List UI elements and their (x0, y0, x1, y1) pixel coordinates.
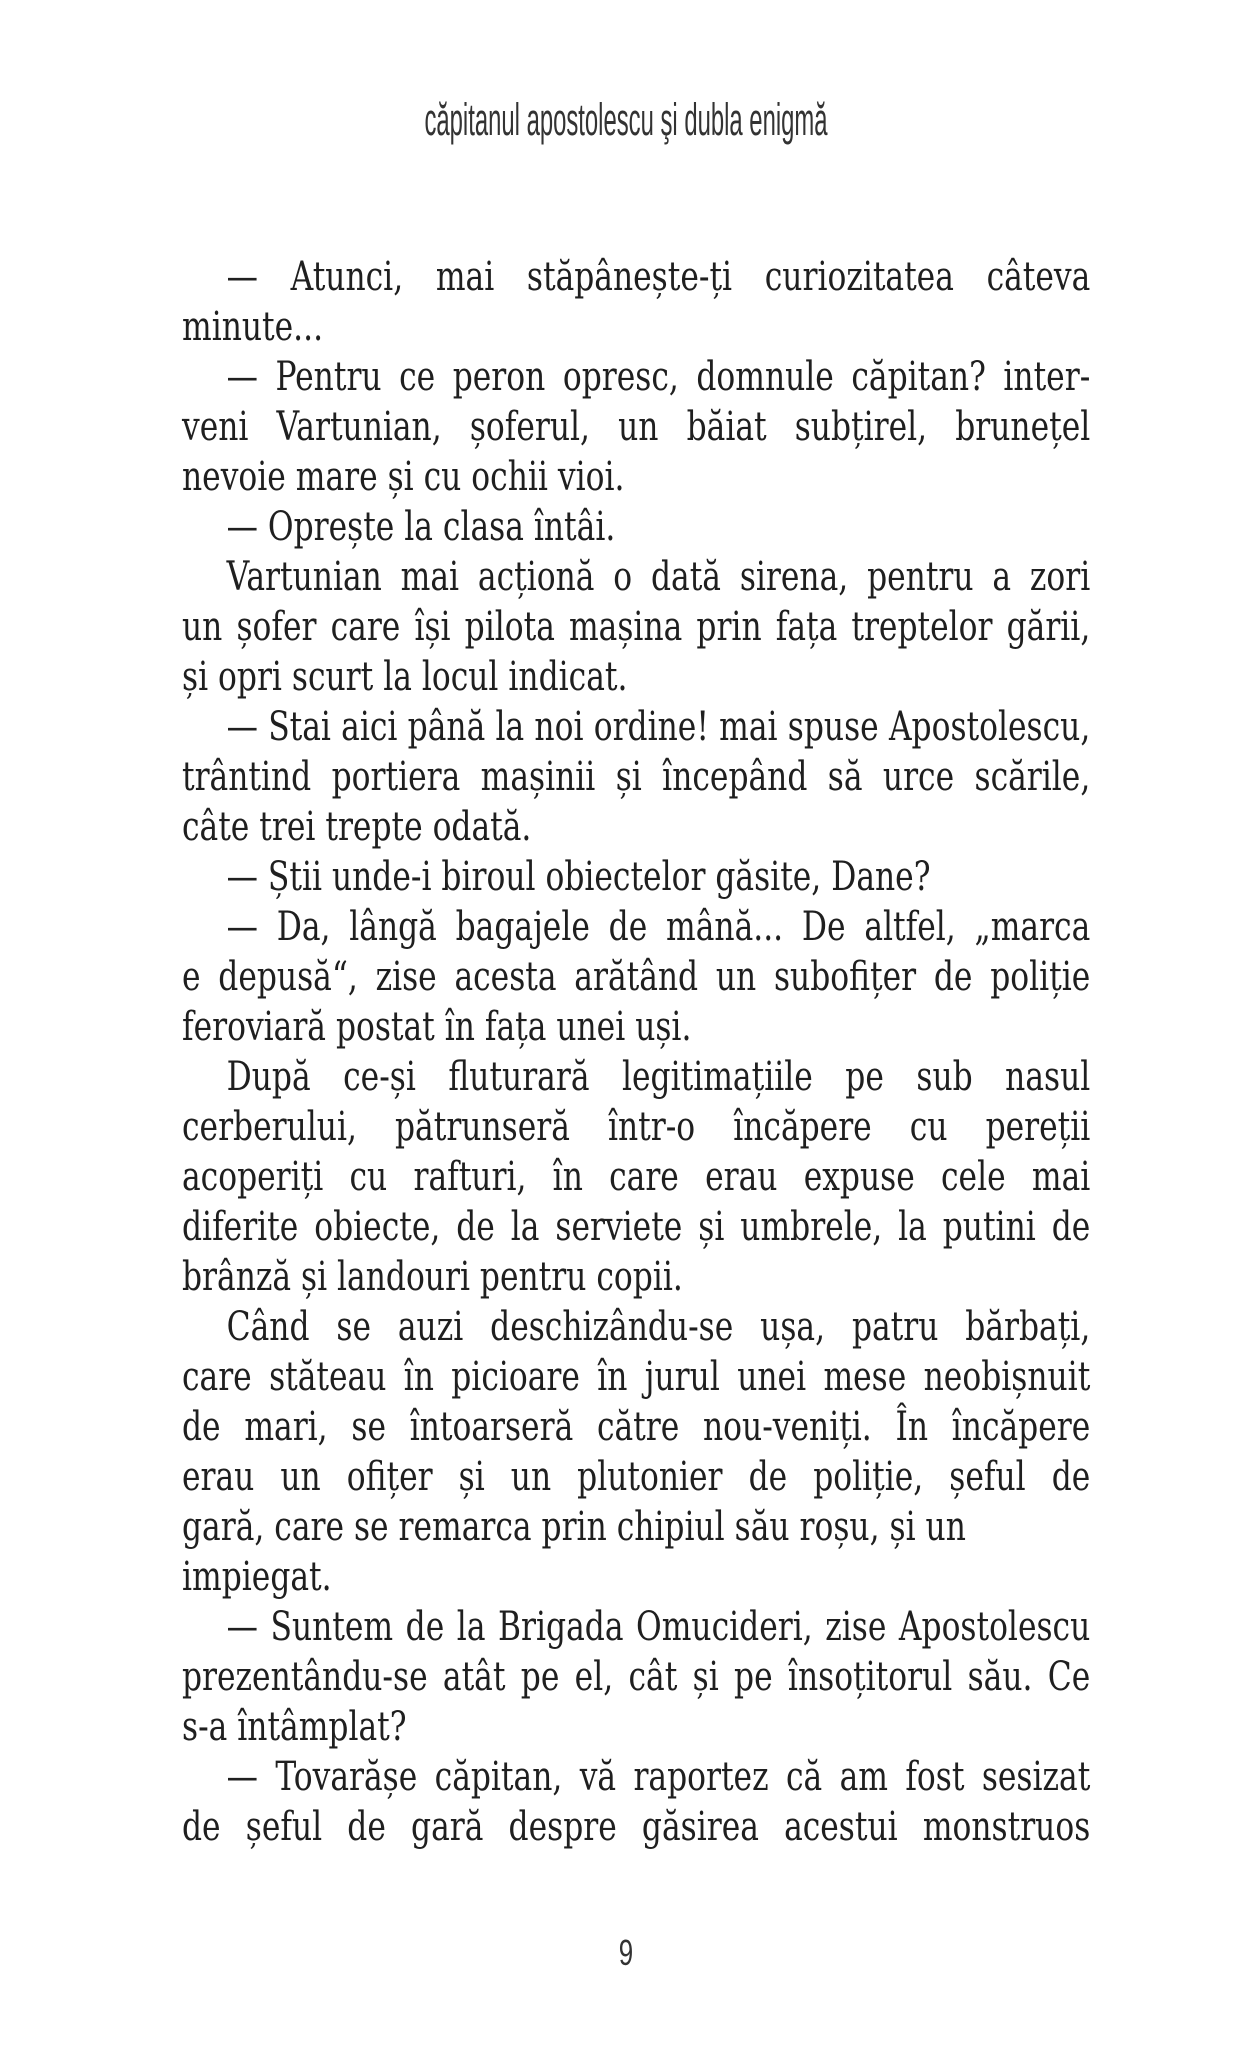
text-line: de mari, se întoarseră către nou-veniți. În încăpere (182, 1404, 1091, 1450)
text-line: Când se auzi deschizându-se ușa, patru bărbați, (226, 1304, 1091, 1350)
text-line: brânză și landouri pentru copii. (182, 1254, 683, 1300)
text-line: câte trei trepte odată. (182, 804, 532, 850)
text-line: de șeful de gară despre găsirea acestui monstruos (182, 1804, 1091, 1850)
text-line: feroviară postat în fața unei uși. (182, 1004, 692, 1050)
text-line: — Suntem de la Brigada Omucideri, zise Apostolescu (226, 1604, 1091, 1650)
body-text (182, 252, 1090, 1852)
text-line: — Pentru ce peron opresc, domnule căpitan? inter- (226, 354, 1091, 400)
text-line: — Da, lângă bagajele de mână... De altfel, „marca (226, 904, 1091, 950)
text-line: nevoie mare și cu ochii vioi. (182, 454, 625, 500)
text-line: veni Vartunian, șoferul, un băiat subțirel, brunețel (182, 404, 1091, 450)
text-line: e depusă“, zise acesta arătând un subofițer de poliție (182, 954, 1091, 1000)
running-header: căpitanul apostolescu şi dubla enigmă (424, 94, 828, 145)
text-line: s-a întâmplat? (182, 1704, 407, 1750)
text-line: — Știi unde-i biroul obiectelor găsite, Dane? (226, 854, 931, 900)
text-line: trântind portiera mașinii și începând să urce scările, (182, 754, 1091, 800)
text-line: prezentându-se atât pe el, cât și pe însoțitorul său. Ce (182, 1654, 1091, 1700)
text-line: — Stai aici până la noi ordine! mai spuse Apostolescu, (226, 704, 1091, 750)
text-line: un șofer care își pilota mașina prin fața treptelor gării, (182, 604, 1091, 650)
text-line: După ce-și fluturară legitimațiile pe sub nasul (226, 1054, 1091, 1100)
page-number: 9 (618, 1932, 634, 1973)
text-line: diferite obiecte, de la serviete și umbrele, la putini de (182, 1204, 1091, 1250)
text-line: — Oprește la clasa întâi. (226, 504, 616, 550)
text-line: care stăteau în picioare în jurul unei mese neobișnuit (182, 1354, 1091, 1400)
text-line: erau un ofițer și un plutonier de poliție, șeful de (182, 1454, 1091, 1500)
text-line: cerberului, pătrunseră într-o încăpere cu pereții (182, 1104, 1091, 1150)
text-line: gară, care se remarca prin chipiul său roșu, și un (182, 1504, 966, 1550)
text-line: — Tovarășe căpitan, vă raportez că am fost sesizat (226, 1754, 1091, 1800)
text-line: impiegat. (182, 1554, 332, 1600)
text-line: și opri scurt la locul indicat. (182, 654, 628, 700)
text-line: — Atunci, mai stăpânește-ți curiozitatea câteva (226, 254, 1091, 300)
text-line: minute... (182, 304, 324, 350)
text-line: acoperiți cu rafturi, în care erau expuse cele mai (182, 1154, 1091, 1200)
text-line: Vartunian mai acționă o dată sirena, pentru a zori (226, 554, 1091, 600)
